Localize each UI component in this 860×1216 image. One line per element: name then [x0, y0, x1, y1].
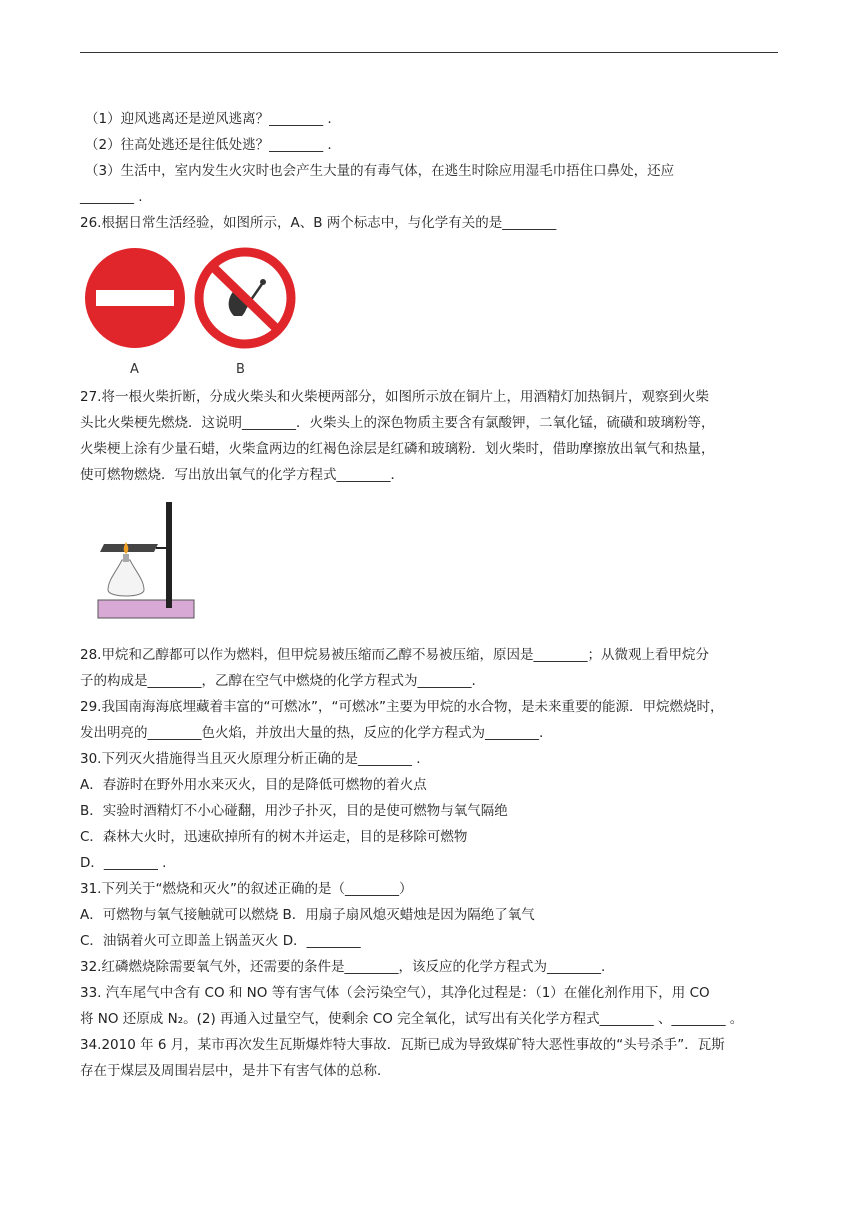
question-33: [80, 980, 780, 1032]
q30-stem: 30.下列灭火措施得当且灭火原理分析正确的是________ .: [80, 751, 421, 767]
q28-line-2: 子的构成是________，乙醇在空气中燃烧的化学方程式为________.: [80, 673, 476, 689]
q26-signs-figure: [80, 242, 780, 384]
no-fire-sign-icon: [199, 252, 291, 344]
q25-part-2: （2）往高处逃还是往低处逃？________ .: [85, 137, 332, 153]
q30-option-a: A．春游时在野外用水来灭火，目的是降低可燃物的着火点: [80, 777, 427, 793]
q30-option-b: B．实验时酒精灯不小心碰翻，用沙子扑灭，目的是使可燃物与氧气隔绝: [80, 803, 508, 819]
q32-text: 32.红磷燃烧除需要氧气外，还需要的条件是________，该反应的化学方程式为________.: [80, 959, 606, 975]
alcohol-lamp-apparatus-icon: [94, 494, 204, 634]
q31-options-ab: A．可燃物与氧气接触就可以燃烧 B．用扇子扇风熄灭蜡烛是因为隔绝了氧气: [80, 907, 535, 923]
header-rule: [80, 52, 778, 53]
no-entry-sign-icon: [85, 248, 185, 348]
question-31: [80, 876, 780, 954]
q33-line-1: 33. 汽车尾气中含有 CO 和 NO 等有害气体（会污染空气），其净化过程是：（1）在催化剂作用下，用 CO: [80, 985, 710, 1001]
q29-line-2: 发出明亮的________色火焰，并放出大量的热，反应的化学方程式为________.: [80, 725, 544, 741]
document-body: [80, 106, 780, 1084]
q25-part-1: （1）迎风逃离还是逆风逃离？________ .: [85, 111, 332, 127]
q31-options-cd: C．油锅着火可立即盖上锅盖灭火 D．________: [80, 933, 361, 949]
question-34: [80, 1032, 780, 1084]
q27-line-1: 27.将一根火柴折断，分成火柴头和火柴梗两部分，如图所示放在铜片上，用酒精灯加热铜片，观察到火柴: [80, 389, 709, 405]
q34-line-1: 34.2010 年 6 月，某市再次发生瓦斯爆炸特大事故．瓦斯已成为导致煤矿特大恶性事故的“头号杀手”．瓦斯: [80, 1037, 725, 1053]
q27-line-3: 火柴梗上涂有少量石蜡，火柴盒两边的红褐色涂层是红磷和玻璃粉．划火柴时，借助摩擦放出氧气和热量，: [80, 441, 715, 457]
q30-option-c: C．森林大火时，迅速砍掉所有的树木并运走，目的是移除可燃物: [80, 829, 468, 845]
q31-stem: 31.下列关于“燃烧和灭火”的叙述正确的是（________）: [80, 881, 413, 897]
q25-part-3: （3）生活中，室内发生火灾时也会产生大量的有毒气体，在逃生时除应用湿毛巾捂住口鼻处，还应: [85, 163, 675, 179]
q27-line-2: 头比火柴梗先燃烧．这说明________．火柴头上的深色物质主要含有氯酸钾，二氧化锰，硫磺和玻璃粉等，: [80, 415, 715, 431]
question-27: [80, 384, 780, 642]
q25-part-3-blank: ________ .: [80, 189, 143, 205]
question-29: [80, 694, 780, 746]
question-25-subparts: [80, 106, 780, 210]
question-32: [80, 954, 780, 980]
question-26: [80, 210, 780, 384]
question-28: [80, 642, 780, 694]
q29-line-1: 29.我国南海海底埋藏着丰富的“可燃冰”，“可燃冰”主要为甲烷的水合物，是未来重要的能源．甲烷燃烧时，: [80, 699, 724, 715]
sign-b-label: B: [236, 362, 245, 377]
q30-option-d: D．________ .: [80, 855, 167, 871]
q26-text: 26.根据日常生活经验，如图所示，A、B 两个标志中，与化学有关的是________: [80, 215, 557, 231]
question-30: [80, 746, 780, 876]
sign-a-label: A: [130, 362, 139, 377]
q27-apparatus-figure: [80, 492, 780, 642]
q27-line-4: 使可燃物燃烧．写出放出氧气的化学方程式________．: [80, 467, 404, 483]
q33-line-2: 将 NO 还原成 N₂。(2) 再通入过量空气，使剩余 CO 完全氧化，试写出有关化学方程式________ 、________ 。: [80, 1011, 744, 1027]
q28-line-1: 28.甲烷和乙醇都可以作为燃料，但甲烷易被压缩而乙醇不易被压缩，原因是________；从微观上看甲烷分: [80, 647, 709, 663]
q34-line-2: 存在于煤层及周围岩层中，是井下有害气体的总称．: [80, 1063, 391, 1079]
